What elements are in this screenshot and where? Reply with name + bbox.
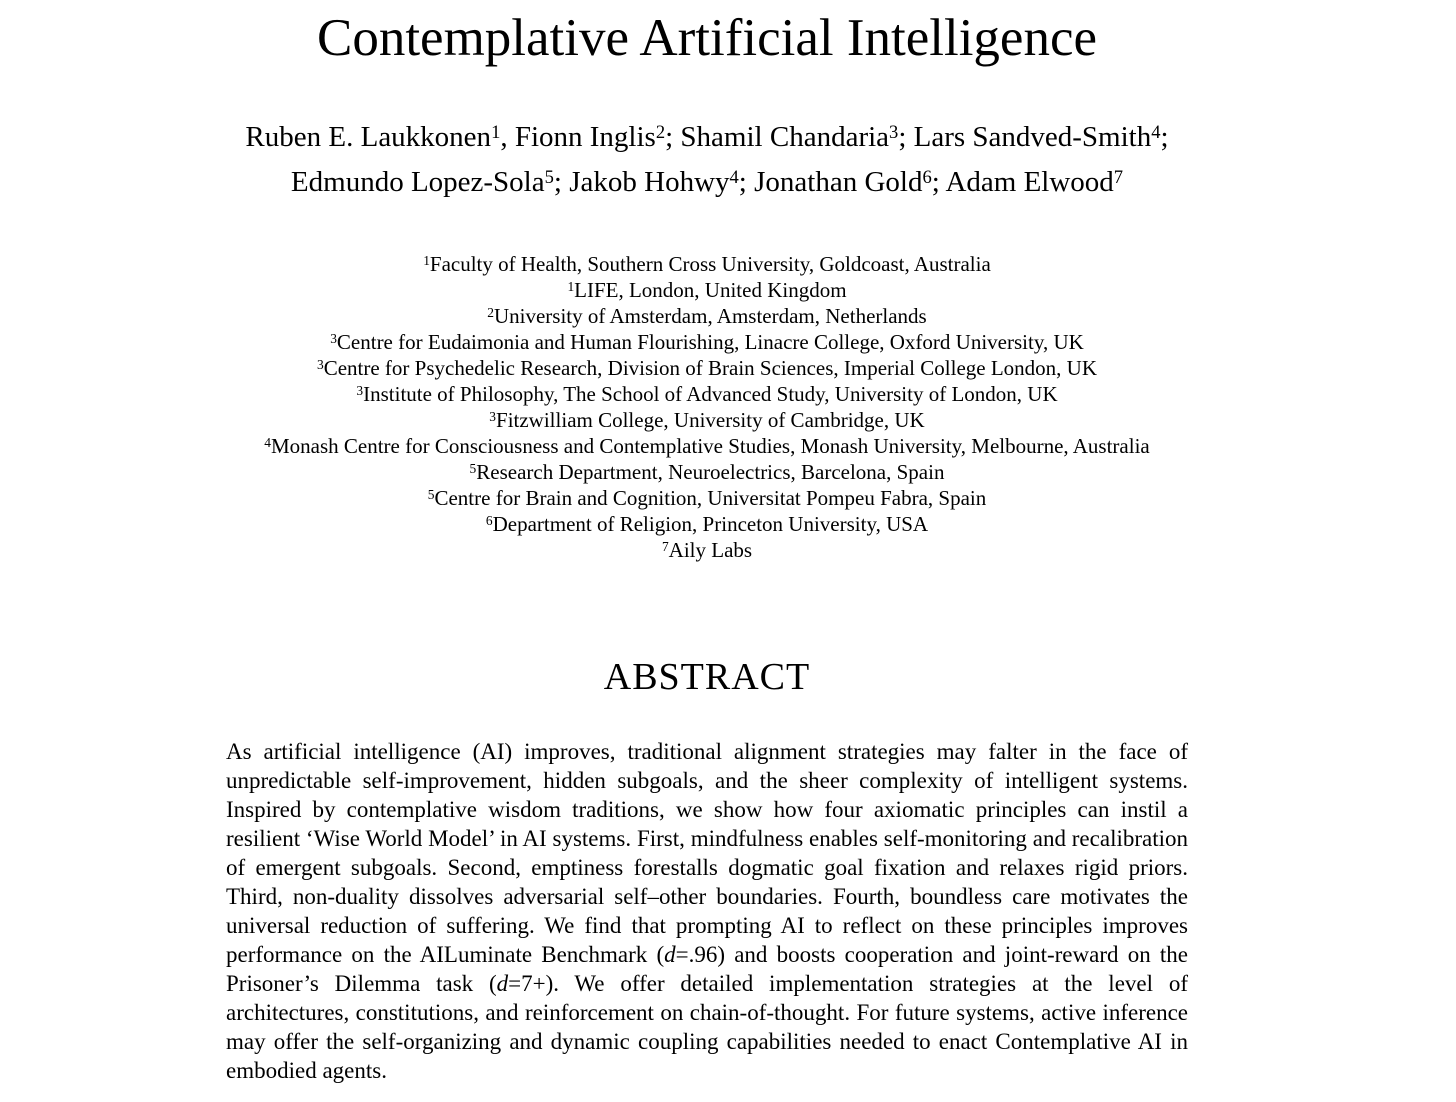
text-segment: ; Shamil Chandaria <box>665 120 890 153</box>
affiliation-list <box>222 251 1192 563</box>
text-segment: ; Adam Elwood <box>931 165 1114 198</box>
text-segment: =7+). We offer detailed implementation strategies at the level of architectures, constitutions, and reinforcement on chain-of-thought. For future systems, active inference may offer the self-organizing and dynamic coupling capabilities needed to enact Contemplative AI in embodied agents. <box>226 970 1188 1083</box>
paper-content <box>222 0 1192 1085</box>
author-line <box>222 160 1192 205</box>
text-segment: ; <box>1160 120 1169 153</box>
affiliation-line <box>222 433 1192 459</box>
text-segment: Centre for Brain and Cognition, Universitat Pompeu Fabra, Spain <box>434 485 987 510</box>
superscript-affiliation-number: 2 <box>487 304 494 320</box>
affiliation-line <box>222 355 1192 381</box>
text-segment: Centre for Psychedelic Research, Division of Brain Sciences, Imperial College London, UK <box>323 355 1097 380</box>
superscript-affiliation-number: 4 <box>264 434 271 450</box>
text-segment: Department of Religion, Princeton University, USA <box>492 511 929 536</box>
abstract-heading: ABSTRACT <box>603 655 811 698</box>
superscript-affiliation-number: 1 <box>423 252 430 268</box>
text-segment-italic: d <box>496 970 509 996</box>
superscript-affiliation-number: 7 <box>1113 166 1124 188</box>
author-line <box>222 115 1192 160</box>
affiliation-line <box>222 459 1192 485</box>
affiliation-line <box>222 407 1192 433</box>
superscript-affiliation-number: 3 <box>316 356 324 372</box>
affiliation-line <box>222 329 1192 355</box>
superscript-affiliation-number: 3 <box>489 408 497 424</box>
text-segment: Ruben E. Laukkonen <box>245 120 492 153</box>
superscript-affiliation-number: 3 <box>356 382 364 398</box>
affiliation-line <box>222 303 1192 329</box>
text-segment: Edmundo Lopez-Sola <box>290 165 545 198</box>
superscript-affiliation-number: 3 <box>889 121 899 143</box>
text-segment: Aily Labs <box>668 537 753 562</box>
text-segment: LIFE, London, United Kingdom <box>574 277 847 302</box>
text-segment: Fitzwilliam College, University of Cambridge, UK <box>496 407 925 432</box>
author-list <box>222 115 1192 205</box>
superscript-affiliation-number: 5 <box>427 486 435 502</box>
affiliation-line <box>222 537 1192 563</box>
text-segment-italic: d <box>664 941 676 967</box>
superscript-affiliation-number: 7 <box>661 538 669 554</box>
superscript-affiliation-number: 6 <box>485 512 493 528</box>
text-segment: =.96) and boosts cooperation and joint-reward on the Prisoner’s Dilemma task ( <box>226 941 1188 996</box>
superscript-affiliation-number: 5 <box>544 166 554 188</box>
text-segment: Institute of Philosophy, The School of Advanced Study, University of London, UK <box>363 381 1058 406</box>
text-segment: Faculty of Health, Southern Cross University, Goldcoast, Australia <box>429 251 991 276</box>
affiliation-line <box>222 381 1192 407</box>
text-segment: ; Jakob Hohwy <box>553 165 730 198</box>
superscript-affiliation-number: 4 <box>729 166 739 188</box>
text-segment: University of Amsterdam, Amsterdam, Netherlands <box>493 303 927 328</box>
affiliation-line <box>222 277 1192 303</box>
text-segment: , Fionn Inglis <box>500 120 656 153</box>
superscript-affiliation-number: 1 <box>567 278 575 294</box>
superscript-affiliation-number: 4 <box>1151 121 1161 143</box>
text-segment: ; Jonathan Gold <box>738 165 923 198</box>
text-segment: As artificial intelligence (AI) improves, traditional alignment strategies may falter in the face of unpredictable self-improvement, hidden subgoals, and the sheer complexity of intelligent systems. Inspired by contemplative wisdom traditions, we show how four axiomatic principles can instil a resilient ‘Wise World Model’ in AI systems. First, mindfulness enables self-monitoring and recalibration of emergent subgoals. Second, emptiness forestalls dogmatic goal fixation and relaxes rigid priors. Third, non-duality dissolves adversarial self–other boundaries. Fourth, boundless care motivates the universal reduction of suffering. We find that prompting AI to reflect on these principles improves performance on the AILuminate Benchmark ( <box>226 738 1188 967</box>
superscript-affiliation-number: 6 <box>922 166 932 188</box>
affiliation-line <box>222 511 1192 537</box>
superscript-affiliation-number: 3 <box>330 330 337 346</box>
superscript-affiliation-number: 5 <box>469 460 477 476</box>
text-segment: Monash Centre for Consciousness and Contemplative Studies, Monash University, Melbourne, Australia <box>270 433 1150 458</box>
paper-title: Contemplative Artificial Intelligence <box>316 9 1098 67</box>
text-segment: Research Department, Neuroelectrics, Barcelona, Spain <box>476 459 945 484</box>
text-segment: ; Lars Sandved-Smith <box>898 120 1152 153</box>
affiliation-line <box>222 251 1192 277</box>
text-segment: Centre for Eudaimonia and Human Flourishing, Linacre College, Oxford University, UK <box>336 329 1084 354</box>
superscript-affiliation-number: 1 <box>491 121 501 143</box>
affiliation-line <box>222 485 1192 511</box>
superscript-affiliation-number: 2 <box>655 121 666 143</box>
abstract-paragraph <box>226 737 1188 1085</box>
